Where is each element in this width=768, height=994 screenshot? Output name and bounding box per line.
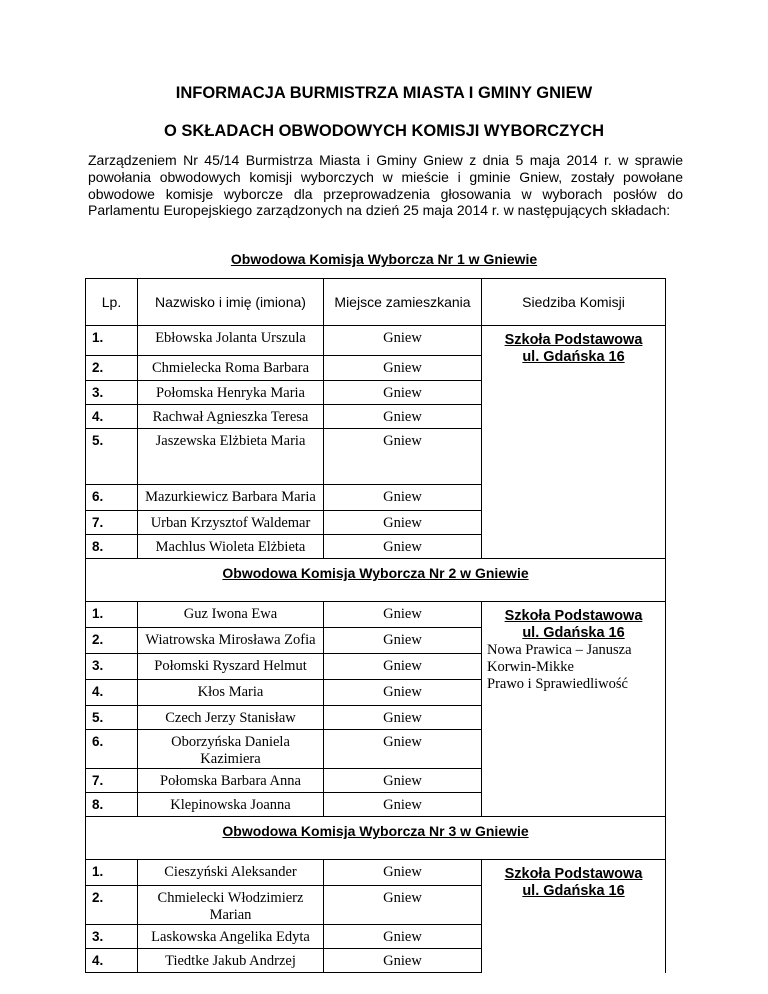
commission-seat	[482, 860, 666, 973]
table-header-row	[86, 279, 666, 326]
member-lp: 4.	[86, 405, 138, 429]
member-name: Cieszyński Aleksander	[138, 860, 324, 886]
member-place: Gniew	[324, 628, 482, 654]
header-place: Miejsce zamieszkania	[324, 279, 482, 326]
seat-address: ul. Gdańska 16	[522, 625, 625, 641]
member-place: Gniew	[324, 706, 482, 730]
member-name: Jaszewska Elżbieta Maria	[138, 429, 324, 485]
member-name: Klepinowska Joanna	[138, 793, 324, 817]
table-row	[86, 326, 666, 356]
table-body	[86, 326, 666, 973]
member-place: Gniew	[324, 680, 482, 706]
member-lp: 2.	[86, 356, 138, 381]
member-name: Oborzyńska Daniela Kazimiera	[138, 730, 324, 769]
member-place: Gniew	[324, 886, 482, 925]
member-name: Laskowska Angelika Edyta	[138, 925, 324, 949]
member-place: Gniew	[324, 793, 482, 817]
member-name: Kłos Maria	[138, 680, 324, 706]
member-name: Czech Jerzy Stanisław	[138, 706, 324, 730]
member-place: Gniew	[324, 769, 482, 793]
seat-address: ul. Gdańska 16	[522, 883, 625, 899]
seat-note: Korwin-Mikke	[487, 659, 574, 675]
seat-school-name: Szkoła Podstawowa	[504, 608, 643, 624]
member-lp: 1.	[86, 326, 138, 356]
commission-1-heading: Obwodowa Komisja Wyborcza Nr 1 w Gniewie	[230, 251, 538, 267]
member-name: Rachwał Agnieszka Teresa	[138, 405, 324, 429]
member-lp: 2.	[86, 628, 138, 654]
commission-2-heading: Obwodowa Komisja Wyborcza Nr 2 w Gniewie	[86, 559, 666, 602]
member-lp: 7.	[86, 769, 138, 793]
member-lp: 3.	[86, 925, 138, 949]
seat-address: ul. Gdańska 16	[522, 349, 625, 365]
member-name: Połomski Ryszard Helmut	[138, 654, 324, 680]
member-name: Mazurkiewicz Barbara Maria	[138, 485, 324, 511]
intro-paragraph: Zarządzeniem Nr 45/14 Burmistrza Miasta i Gminy Gniew z dnia 5 maja 2014 r. w sprawie powołania obwodowych komisji wyborczych w mieście i gminie Gniew, zostały powołane obwodowe komisje wyborcze dla przeprowadzenia głosowania w wyborach posłów do Parlamentu Europejskiego zarządzonych na dzień 25 maja 2014 r. w następujących składach:	[88, 152, 683, 219]
seat-school-name: Szkoła Podstawowa	[504, 866, 643, 882]
member-place: Gniew	[324, 730, 482, 769]
member-lp: 5.	[86, 706, 138, 730]
section-heading-row	[86, 817, 666, 860]
member-lp: 6.	[86, 485, 138, 511]
document-title: INFORMACJA BURMISTRZA MIASTA I GMINY GNIEW	[175, 84, 593, 102]
member-lp: 5.	[86, 429, 138, 485]
commission-seat	[482, 602, 666, 817]
member-lp: 8.	[86, 793, 138, 817]
member-lp: 4.	[86, 680, 138, 706]
member-name: Połomska Henryka Maria	[138, 381, 324, 405]
member-place: Gniew	[324, 381, 482, 405]
member-place: Gniew	[324, 654, 482, 680]
member-place: Gniew	[324, 429, 482, 485]
member-place: Gniew	[324, 405, 482, 429]
member-place: Gniew	[324, 925, 482, 949]
member-place: Gniew	[324, 949, 482, 973]
member-lp: 8.	[86, 535, 138, 559]
seat-note: Nowa Prawica – Janusza	[487, 642, 632, 658]
document-subtitle: O SKŁADACH OBWODOWYCH KOMISJI WYBORCZYCH	[164, 122, 604, 140]
member-lp: 3.	[86, 654, 138, 680]
header-seat: Siedziba Komisji	[482, 279, 666, 326]
seat-school-name: Szkoła Podstawowa	[504, 332, 643, 348]
member-name: Chmielecka Roma Barbara	[138, 356, 324, 381]
member-place: Gniew	[324, 602, 482, 628]
member-place: Gniew	[324, 860, 482, 886]
member-name: Ebłowska Jolanta Urszula	[138, 326, 324, 356]
member-lp: 7.	[86, 511, 138, 535]
member-name: Tiedtke Jakub Andrzej	[138, 949, 324, 973]
header-lp: Lp.	[86, 279, 138, 326]
table-row	[86, 602, 666, 628]
member-place: Gniew	[324, 326, 482, 356]
member-lp: 2.	[86, 886, 138, 925]
commission-seat	[482, 326, 666, 559]
section-heading-row	[86, 559, 666, 602]
member-lp: 6.	[86, 730, 138, 769]
member-name: Połomska Barbara Anna	[138, 769, 324, 793]
member-place: Gniew	[324, 356, 482, 381]
member-name: Guz Iwona Ewa	[138, 602, 324, 628]
member-place: Gniew	[324, 511, 482, 535]
member-place: Gniew	[324, 485, 482, 511]
member-name: Wiatrowska Mirosława Zofia	[138, 628, 324, 654]
member-name: Machlus Wioleta Elżbieta	[138, 535, 324, 559]
member-lp: 1.	[86, 602, 138, 628]
member-name: Urban Krzysztof Waldemar	[138, 511, 324, 535]
header-name: Nazwisko i imię (imiona)	[138, 279, 324, 326]
table-row	[86, 860, 666, 886]
member-lp: 3.	[86, 381, 138, 405]
member-lp: 4.	[86, 949, 138, 973]
member-place: Gniew	[324, 535, 482, 559]
member-lp: 1.	[86, 860, 138, 886]
commission-3-heading: Obwodowa Komisja Wyborcza Nr 3 w Gniewie	[86, 817, 666, 860]
member-name: Chmielecki Włodzimierz Marian	[138, 886, 324, 925]
seat-note: Prawo i Sprawiedliwość	[487, 676, 628, 692]
commissions-table	[85, 278, 666, 973]
